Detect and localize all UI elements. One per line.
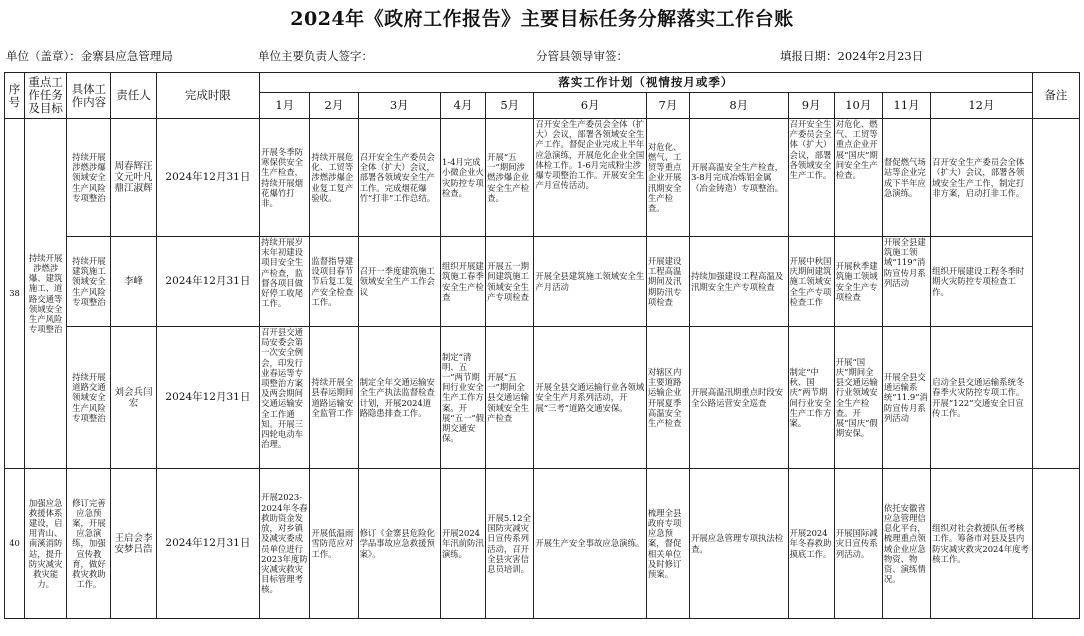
header-month: 12月 [931, 93, 1033, 119]
row-owner: 刘会兵闫宏 [111, 327, 156, 469]
plan-cell: 召开安全生产委员会全体（扩大）会议，部署各领域安全生产工作。督促企业完成上半年应急演练，开展危化企业全国体检工作。1-6月完成粉尘涉爆专项整治工作。开展安全生产月宣传活动。 [534, 119, 647, 237]
header-month: 5月 [486, 93, 534, 119]
row-specific: 持续开展涉燃涉爆领域安全生产风险专项整治 [67, 119, 111, 237]
header-month: 3月 [358, 93, 440, 119]
row-seq: 38 [5, 119, 25, 469]
plan-cell: 开展2023-2024年冬春救助资金发放，对乡镇及减灾委成员单位进行2023年度防灾减灾救灾目标管理考核。 [260, 469, 310, 619]
plan-cell: 组织开展建设工程冬季时期火灾防控专项检查工作。 [931, 237, 1033, 327]
plan-cell: 组织开展建筑施工春季安全生产检查 [440, 237, 485, 327]
plan-cell: 依托安徽省应急管理信息化平台，梳理重点领域企业应急物资、物资、演练情况。 [882, 469, 930, 619]
table-row [5, 119, 1080, 237]
header-month: 6月 [534, 93, 647, 119]
plan-cell: 开展2024年冬春救助摸底工作。 [788, 469, 834, 619]
plan-cell: 制定全年交通运输安全生产执法监督检查计划，开展2024道路隐患排查工作。 [358, 327, 440, 469]
plan-cell: 持续开展岁末年初建设项目安全生产检查，监督各项目做好停工收尾工作。 [260, 237, 310, 327]
plan-cell: 开展“国庆”期间全县交通运输行业领域安全生产检查。开展“国庆”假期安保。 [834, 327, 882, 469]
row-owner: 周春辉汪文元叶凡鼎江淑辉 [111, 119, 156, 237]
plan-cell: 启动全县交通运输系统冬春季火灾防控专项工作。开展“122”交通安全日宣传工作。 [931, 327, 1033, 469]
task-ledger-table [4, 72, 1080, 619]
leader-sign-label: 单位主要负责人签字： [258, 49, 373, 63]
page-title: 2024年《政府工作报告》主要目标任务分解落实工作台账 [290, 8, 794, 30]
header-seq: 序号 [5, 73, 25, 119]
plan-cell: 召开安全生产委员会全体（扩大）会议，部署各领域安全生产工作。 [788, 119, 834, 237]
plan-cell: 监督指导建设项目春节节后复工复产安全检查工作。 [310, 237, 358, 327]
header-key-task: 重点工作任务及目标 [25, 73, 67, 119]
plan-cell: 制定“清明、五一”两节期间行业安全生产工作方案。开展“五一”假期交通安保。 [440, 327, 485, 469]
header-month: 7月 [646, 93, 689, 119]
row-deadline: 2024年12月31日 [156, 327, 259, 469]
row-deadline: 2024年12月31日 [156, 469, 259, 619]
plan-cell: 开展全县交通运输行业各领域安全生产月系列活动，开展“三考”道路交通安保。 [534, 327, 647, 469]
plan-cell: 持续开展全县春运期间道路运输安全监管工作 [310, 327, 358, 469]
plan-cell: 召开县交通局安委会第一次安全例会，印发行业春运等专项整治方案及两会期间交通运输安全工作通知。开展三四轮电动车治理。 [260, 327, 310, 469]
header-month: 8月 [690, 93, 788, 119]
header-month: 11月 [882, 93, 930, 119]
plan-cell: 开展5.12全国防灾减灾日宣传系列活动，召开全县灾害信息员培训。 [486, 469, 534, 619]
plan-cell: 组织对社会救援队伍考核工作。筹备市对县及县内防灾减灾救灾2024年度考核工作。 [931, 469, 1033, 619]
plan-cell: 开展秋季建筑施工领域安全生产专项检查 [834, 237, 882, 327]
header-remark: 备注 [1032, 73, 1079, 119]
fill-date-label: 填报日期：2024年2月23日 [780, 49, 924, 63]
plan-cell: 开展冬季防寒保供安全生产检查，持续开展烟花爆竹打非。 [260, 119, 310, 237]
plan-cell: 开展全县交通运输系统“11.9”消防宣传月系列活动 [882, 327, 930, 469]
plan-cell: 1-4月完成小微企业火灾防控专项检查。 [440, 119, 485, 237]
plan-cell: 督促燃气场站等企业完成下半年应急演练。 [882, 119, 930, 237]
row-deadline: 2024年12月31日 [156, 237, 259, 327]
row-remark [1032, 119, 1079, 469]
plan-cell: 召开安全生产委员会全体（扩大）会议，部署各领域安全生产工作。完成烟花爆竹“打非”工作总结。 [358, 119, 440, 237]
header-month: 1月 [260, 93, 310, 119]
plan-cell: 开展2024年汛前防汛演练。 [440, 469, 485, 619]
header-month: 10月 [834, 93, 882, 119]
plan-cell: 开展高温汛期重点时段安全公路运营安全巡查 [690, 327, 788, 469]
unit-label: 单位（盖章）：金寨县应急管理局 [6, 49, 173, 63]
header-month: 9月 [788, 93, 834, 119]
plan-cell: 召开安全生产委员会全体（扩大）会议，部署各领域安全生产工作，制定打非方案，启动打非工作。 [931, 119, 1033, 237]
row-deadline: 2024年12月31日 [156, 119, 259, 237]
row-specific: 持续开展建筑施工领域安全生产风险专项整治 [67, 237, 111, 327]
header-month: 4月 [440, 93, 485, 119]
plan-cell: 开展应急管理专项执法检查。 [690, 469, 788, 619]
plan-cell: 开展全县建筑施工领域“119”消防宣传月系列活动 [882, 237, 930, 327]
row-key-task: 持续开展涉燃涉爆、建筑施工、道路交通等领域安全生产风险专项整治 [25, 119, 67, 469]
table-row [5, 327, 1080, 469]
table-row [5, 469, 1080, 619]
reviewer-label: 分管县领导审签： [536, 49, 628, 63]
plan-cell: 制定“中秋、国庆”两节期间行业安全生产工作方案。 [788, 327, 834, 469]
row-remark [1032, 469, 1079, 619]
plan-cell: 开展建设工程高温期间及汛期防汛专项检查 [646, 237, 689, 327]
row-owner: 李峰 [111, 237, 156, 327]
header-month: 2月 [310, 93, 358, 119]
plan-cell: 对危化、燃气、工贸等重点企业开展“国庆”期间安全生产检查。 [834, 119, 882, 237]
row-specific: 持续开展道路交通领域安全生产风险专项整治 [67, 327, 111, 469]
plan-cell: 开展全县建筑施工领域安全生产月活动 [534, 237, 647, 327]
plan-cell: 开展国际减灾日宣传系列活动。 [834, 469, 882, 619]
row-key-task: 加强应急救援体系建设，启用青山、南溪消防站，提升防灾减灾救灾能力。 [25, 469, 67, 619]
plan-cell: 持续开展危化、工贸等涉燃涉爆企业复工复产验收。 [310, 119, 358, 237]
plan-cell: 开展高温安全生产检查，3-8月完成冶炼铝金属（冶金铸造）专项整治。 [690, 119, 788, 237]
row-specific: 修订完善应急预案，开展应急演练，加强宣传教育，做好救灾救助工作。 [67, 469, 111, 619]
plan-cell: 持续加强建设工程高温及汛期安全生产专项检查 [690, 237, 788, 327]
header-plan: 落实工作计划（视情按月或季） [260, 73, 1033, 93]
plan-cell: 修订《金寨县危险化学品事故应急救援预案》。 [358, 469, 440, 619]
header-owner: 责任人 [111, 73, 156, 119]
plan-cell: 对辖区内主要道路运输企业开展夏季高温安全生产检查 [646, 327, 689, 469]
header-deadline: 完成时限 [156, 73, 259, 119]
plan-cell: 对危化、燃气、工贸等重点企业开展汛期安全生产检查。 [646, 119, 689, 237]
plan-cell: 开展生产安全事故应急演练。 [534, 469, 647, 619]
plan-cell: 召开一季度建筑施工领域安全生产工作会议 [358, 237, 440, 327]
table-row [5, 237, 1080, 327]
plan-cell: 梳理全县政府专项应急预案，督促相关单位及时修订预案。 [646, 469, 689, 619]
plan-cell: 开展“五一”期间全县交通运输领域安全生产检查 [486, 327, 534, 469]
plan-cell: 开展中秋国庆期间建筑施工领域安全生产专项检查工作 [788, 237, 834, 327]
plan-cell: 开展“五一”期间涉燃涉爆企业安全生产检查。 [486, 119, 534, 237]
row-owner: 王启会李安梦吕浩 [111, 469, 156, 619]
plan-cell: 开展低温雨雪防范应对工作。 [310, 469, 358, 619]
row-seq: 40 [5, 469, 25, 619]
header-specific: 具体工作内容 [67, 73, 111, 119]
plan-cell: 开展五一期间建筑施工领域安全生产专项检查 [486, 237, 534, 327]
